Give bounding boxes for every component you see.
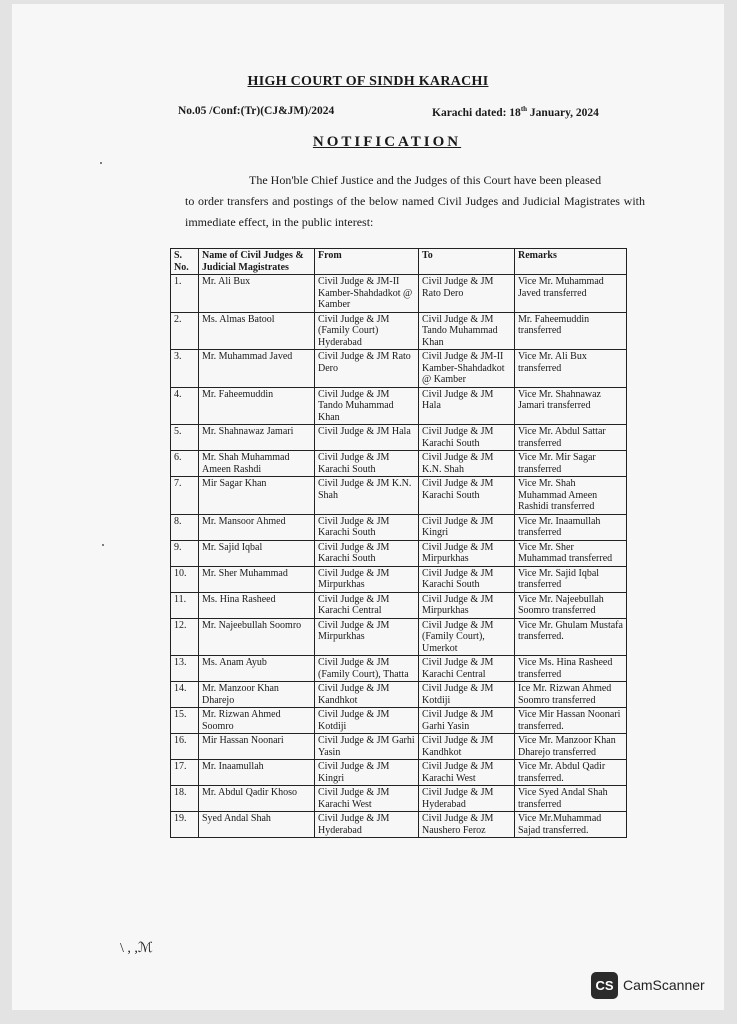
- cell-from: Civil Judge & JM (Family Court), Thatta: [315, 656, 419, 682]
- header-from: From: [315, 249, 419, 275]
- cell-sno: 13.: [171, 656, 199, 682]
- cell-from: Civil Judge & JM Hyderabad: [315, 812, 419, 838]
- cell-remarks: Vice Mr. Najeebullah Soomro transferred: [515, 592, 627, 618]
- cell-name: Syed Andal Shah: [199, 812, 315, 838]
- cell-to: Civil Judge & JM Hyderabad: [419, 786, 515, 812]
- cell-from: Civil Judge & JM (Family Court) Hyderabad: [315, 312, 419, 350]
- table-row: [171, 387, 627, 425]
- cell-to: Civil Judge & JM Hala: [419, 387, 515, 425]
- cell-to: Civil Judge & JM Kotdiji: [419, 682, 515, 708]
- table-row: [171, 760, 627, 786]
- cell-sno: 16.: [171, 734, 199, 760]
- body-line-1: The Hon'ble Chief Justice and the Judges of this Court have been pleased: [249, 173, 602, 187]
- cell-remarks: Vice Mr. Sher Muhammad transferred: [515, 540, 627, 566]
- cell-name: Mr. Shah Muhammad Ameen Rashdi: [199, 451, 315, 477]
- cell-sno: 10.: [171, 566, 199, 592]
- cell-to: Civil Judge & JM Mirpurkhas: [419, 592, 515, 618]
- table-row: [171, 656, 627, 682]
- document-page: [12, 4, 724, 1010]
- cell-name: Mr. Mansoor Ahmed: [199, 514, 315, 540]
- date-prefix: Karachi dated: 18: [432, 106, 521, 119]
- cell-sno: 4.: [171, 387, 199, 425]
- cell-name: Mr. Sher Muhammad: [199, 566, 315, 592]
- cell-name: Ms. Anam Ayub: [199, 656, 315, 682]
- cell-remarks: Vice Mr. Mir Sagar transferred: [515, 451, 627, 477]
- cell-name: Mr. Inaamullah: [199, 760, 315, 786]
- scan-speck: [102, 544, 104, 546]
- table-row: [171, 566, 627, 592]
- cell-remarks: Vice Mr. Ghulam Mustafa transferred.: [515, 618, 627, 656]
- cell-from: Civil Judge & JM Garhi Yasin: [315, 734, 419, 760]
- cell-to: Civil Judge & JM (Family Court), Umerkot: [419, 618, 515, 656]
- cell-name: Mr. Faheemuddin: [199, 387, 315, 425]
- header-to: To: [419, 249, 515, 275]
- table-row: [171, 275, 627, 313]
- cell-remarks: Vice Mr. Sajid Iqbal transferred: [515, 566, 627, 592]
- cell-name: Ms. Almas Batool: [199, 312, 315, 350]
- cell-remarks: Vice Mr. Shahnawaz Jamari transferred: [515, 387, 627, 425]
- cell-sno: 19.: [171, 812, 199, 838]
- cell-sno: 11.: [171, 592, 199, 618]
- cell-to: Civil Judge & JM Rato Dero: [419, 275, 515, 313]
- cell-from: Civil Judge & JM Karachi Central: [315, 592, 419, 618]
- camscanner-label: CamScanner: [623, 977, 705, 993]
- cell-remarks: Vice Mr. Abdul Qadir transferred.: [515, 760, 627, 786]
- body-line-2: to order transfers and postings of the below named Civil Judges and Judicial Magistrates: [185, 194, 620, 208]
- cell-remarks: Vice Ms. Hina Rasheed transferred: [515, 656, 627, 682]
- cell-sno: 2.: [171, 312, 199, 350]
- table-row: [171, 514, 627, 540]
- table-row: [171, 592, 627, 618]
- scan-speck: [100, 162, 102, 164]
- cell-sno: 5.: [171, 425, 199, 451]
- table-row: [171, 425, 627, 451]
- cell-remarks: Vice Mir Hassan Noonari transferred.: [515, 708, 627, 734]
- cell-name: Mr. Abdul Qadir Khoso: [199, 786, 315, 812]
- cell-to: Civil Judge & JM Naushero Feroz: [419, 812, 515, 838]
- cell-from: Civil Judge & JM Karachi South: [315, 540, 419, 566]
- cell-from: Civil Judge & JM Kingri: [315, 760, 419, 786]
- cell-from: Civil Judge & JM Hala: [315, 425, 419, 451]
- cell-name: Mr. Sajid Iqbal: [199, 540, 315, 566]
- cell-to: Civil Judge & JM Tando Muhammad Khan: [419, 312, 515, 350]
- cell-name: Mr. Muhammad Javed: [199, 350, 315, 388]
- cell-to: Civil Judge & JM Karachi South: [419, 566, 515, 592]
- cell-remarks: Vice Mr. Ali Bux transferred: [515, 350, 627, 388]
- cell-sno: 9.: [171, 540, 199, 566]
- cell-sno: 15.: [171, 708, 199, 734]
- cell-remarks: Vice Mr. Abdul Sattar transferred: [515, 425, 627, 451]
- cell-name: Mr. Shahnawaz Jamari: [199, 425, 315, 451]
- cell-name: Mir Sagar Khan: [199, 477, 315, 515]
- cell-name: Ms. Hina Rasheed: [199, 592, 315, 618]
- table-row: [171, 786, 627, 812]
- cell-sno: 3.: [171, 350, 199, 388]
- notification-body: [185, 170, 645, 233]
- table-row: [171, 540, 627, 566]
- cell-sno: 18.: [171, 786, 199, 812]
- cell-name: Mr. Rizwan Ahmed Soomro: [199, 708, 315, 734]
- table-row: [171, 618, 627, 656]
- cell-remarks: Vice Syed Andal Shah transferred: [515, 786, 627, 812]
- date-superscript: th: [520, 105, 528, 113]
- cell-remarks: Ice Mr. Rizwan Ahmed Soomro transferred: [515, 682, 627, 708]
- cell-sno: 7.: [171, 477, 199, 515]
- cell-to: Civil Judge & JM-II Kamber-Shahdadkot @ Kamber: [419, 350, 515, 388]
- table-row: [171, 682, 627, 708]
- cell-sno: 14.: [171, 682, 199, 708]
- cell-remarks: Vice Mr. Muhammad Javed transferred: [515, 275, 627, 313]
- cell-remarks: Vice Mr. Manzoor Khan Dharejo transferred: [515, 734, 627, 760]
- cell-remarks: Vice Mr.Muhammad Sajad transferred.: [515, 812, 627, 838]
- table-header-row: [171, 249, 627, 275]
- header-sno: S. No.: [171, 249, 199, 275]
- header-remarks: Remarks: [515, 249, 627, 275]
- header-name: Name of Civil Judges & Judicial Magistrates: [199, 249, 315, 275]
- cell-sno: 6.: [171, 451, 199, 477]
- table-row: [171, 708, 627, 734]
- cell-name: Mr. Ali Bux: [199, 275, 315, 313]
- table-row: [171, 350, 627, 388]
- body-line-3: with immediate effect, in the public interest:: [185, 194, 646, 229]
- cell-to: Civil Judge & JM Kandhkot: [419, 734, 515, 760]
- cell-to: Civil Judge & JM Karachi South: [419, 477, 515, 515]
- notification-heading: NOTIFICATION: [312, 134, 462, 150]
- table-row: [171, 734, 627, 760]
- cell-name: Mr. Manzoor Khan Dharejo: [199, 682, 315, 708]
- cell-name: Mir Hassan Noonari: [199, 734, 315, 760]
- cell-sno: 1.: [171, 275, 199, 313]
- cell-from: Civil Judge & JM Mirpurkhas: [315, 618, 419, 656]
- cell-to: Civil Judge & JM Karachi South: [419, 425, 515, 451]
- table-row: [171, 477, 627, 515]
- cell-remarks: Vice Mr. Shah Muhammad Ameen Rashidi transferred: [515, 477, 627, 515]
- cell-to: Civil Judge & JM Karachi West: [419, 760, 515, 786]
- cell-from: Civil Judge & JM Rato Dero: [315, 350, 419, 388]
- cell-to: Civil Judge & JM Kingri: [419, 514, 515, 540]
- cell-name: Mr. Najeebullah Soomro: [199, 618, 315, 656]
- cell-to: Civil Judge & JM Mirpurkhas: [419, 540, 515, 566]
- cell-to: Civil Judge & JM K.N. Shah: [419, 451, 515, 477]
- cell-sno: 12.: [171, 618, 199, 656]
- camscanner-logo-icon: CS: [591, 972, 618, 999]
- cell-remarks: Mr. Faheemuddin transferred: [515, 312, 627, 350]
- cell-from: Civil Judge & JM-II Kamber-Shahdadkot @ Kamber: [315, 275, 419, 313]
- table-row: [171, 812, 627, 838]
- cell-from: Civil Judge & JM Kandhkot: [315, 682, 419, 708]
- date-suffix: January, 2024: [527, 106, 599, 119]
- cell-to: Civil Judge & JM Karachi Central: [419, 656, 515, 682]
- cell-from: Civil Judge & JM Tando Muhammad Khan: [315, 387, 419, 425]
- cell-from: Civil Judge & JM Karachi South: [315, 514, 419, 540]
- signature-mark: \ , ,ℳ: [120, 941, 153, 956]
- cell-from: Civil Judge & JM Karachi West: [315, 786, 419, 812]
- court-title: HIGH COURT OF SINDH KARACHI: [247, 74, 489, 89]
- transfer-table: [170, 248, 627, 838]
- reference-number: No.05 /Conf:(Tr)(CJ&JM)/2024: [178, 105, 335, 117]
- date-line: [432, 105, 599, 119]
- cell-to: Civil Judge & JM Garhi Yasin: [419, 708, 515, 734]
- cell-remarks: Vice Mr. Inaamullah transferred: [515, 514, 627, 540]
- cell-from: Civil Judge & JM K.N. Shah: [315, 477, 419, 515]
- cell-sno: 17.: [171, 760, 199, 786]
- cell-from: Civil Judge & JM Mirpurkhas: [315, 566, 419, 592]
- table-row: [171, 451, 627, 477]
- table-body: [171, 275, 627, 838]
- cell-sno: 8.: [171, 514, 199, 540]
- cell-from: Civil Judge & JM Kotdiji: [315, 708, 419, 734]
- table-row: [171, 312, 627, 350]
- cell-from: Civil Judge & JM Karachi South: [315, 451, 419, 477]
